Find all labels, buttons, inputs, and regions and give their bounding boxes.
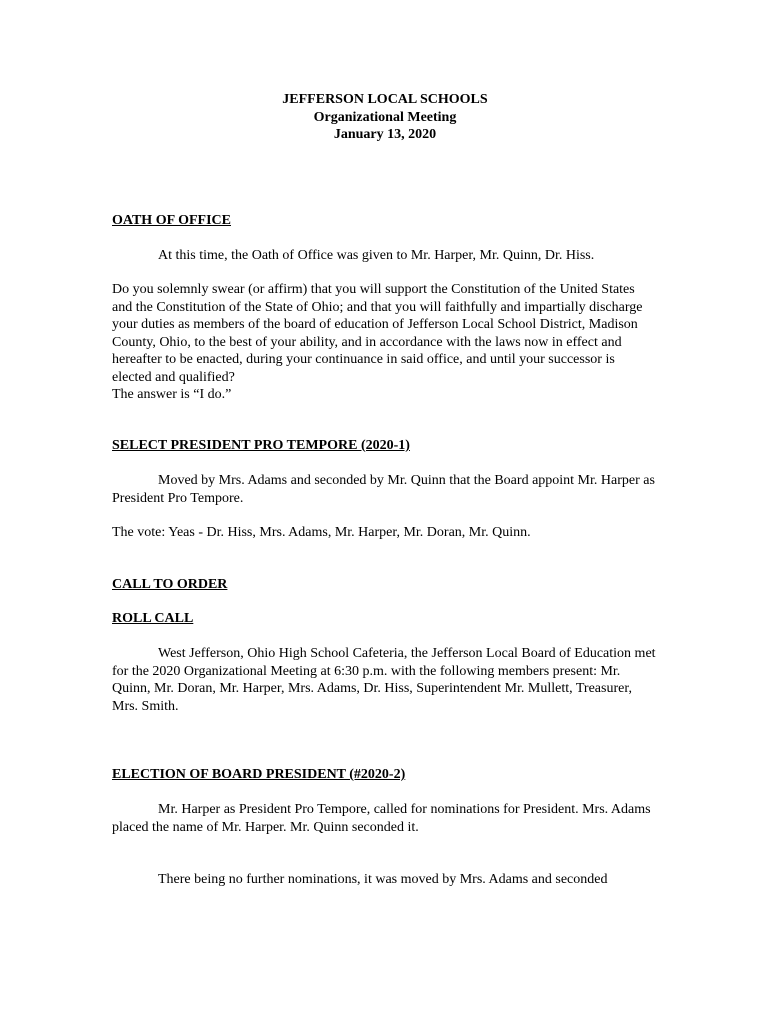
election-further: There being no further nominations, it was moved by Mrs. Adams and seconded (158, 872, 608, 887)
election-nominations: Mr. Harper as President Pro Tempore, called for nominations for President. Mrs. Adams placed the name of Mr. Harper. Mr. Quinn seconded it. (112, 802, 651, 835)
oath-heading: OATH OF OFFICE (112, 213, 231, 228)
roll-call-heading: ROLL CALL (112, 611, 194, 626)
pro-tempore-heading: SELECT PRESIDENT PRO TEMPORE (2020-1) (112, 438, 410, 453)
pro-tempore-motion: Moved by Mrs. Adams and seconded by Mr. Quinn that the Board appoint Mr. Harper as President Pro Tempore. (112, 473, 655, 506)
meeting-date: January 13, 2020 (333, 127, 437, 142)
document-header (0, 91, 770, 144)
pro-tempore-vote: The vote: Yeas - Dr. Hiss, Mrs. Adams, Mr. Harper, Mr. Doran, Mr. Quinn. (112, 525, 531, 540)
oath-intro: At this time, the Oath of Office was given to Mr. Harper, Mr. Quinn, Dr. Hiss. (158, 248, 595, 263)
oath-answer: The answer is “I do.” (112, 387, 232, 402)
meeting-type: Organizational Meeting (313, 109, 457, 125)
election-heading: ELECTION OF BOARD PRESIDENT (#2020-2) (112, 767, 406, 782)
district-name: JEFFERSON LOCAL SCHOOLS (282, 92, 488, 107)
roll-call-text: West Jefferson, Ohio High School Cafeteria, the Jefferson Local Board of Education met for the 2020 Organizational Meeting at 6:30 p.m. with the following members present: Mr. Quinn, Mr. Doran, Mr. Harper, Mrs. Adams, Dr. Hiss, Superintendent Mr. Mullett, Treasurer, Mrs. Smith. (112, 646, 656, 714)
call-to-order-heading: CALL TO ORDER (112, 577, 228, 592)
oath-question: Do you solemnly swear (or affirm) that you will support the Constitution of the United States and the Constitution of the State of Ohio; and that you will faithfully and impartially discharge your duties as members of the board of education of Jefferson Local School District, Madison County, Ohio, to the best of your ability, and in accordance with the laws now in effect and hereafter to be enacted, during your continuance in said office, and until your successor is elected and qualified? (112, 282, 643, 385)
